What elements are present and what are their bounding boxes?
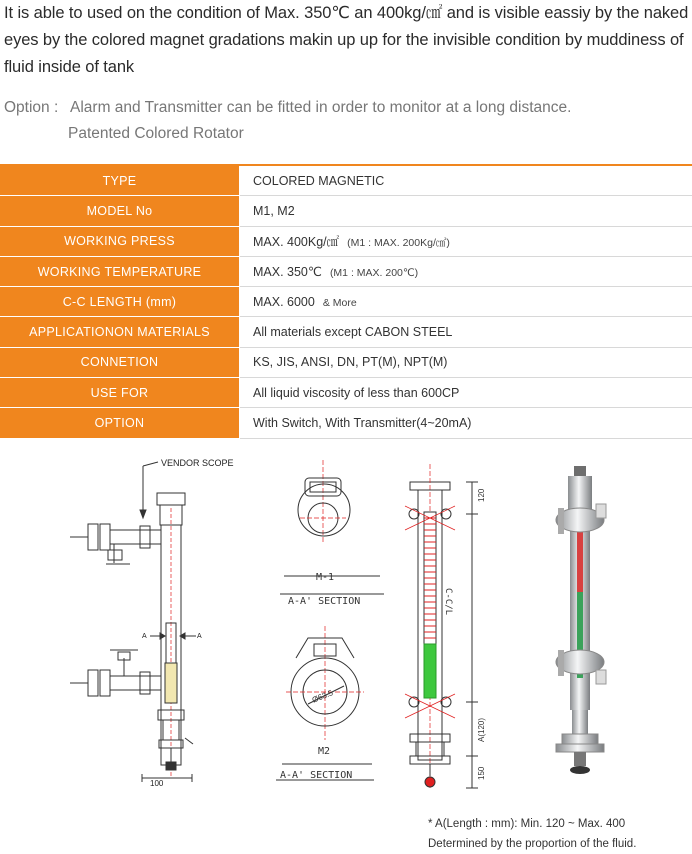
spec-key: WORKING PRESS (0, 226, 240, 256)
spec-row (0, 378, 692, 408)
spec-value: MAX. 350℃ (253, 265, 322, 280)
spec-key: OPTION (0, 408, 240, 438)
front-view-drawing (405, 464, 478, 788)
spec-value: MAX. 6000 (253, 294, 315, 309)
gauge-photo (556, 466, 606, 774)
spec-key: WORKING TEMPERATURE (0, 256, 240, 286)
spec-value: M1, M2 (253, 203, 295, 218)
spec-value: All materials except CABON STEEL (253, 325, 453, 340)
m1-label: M-1 (316, 572, 335, 583)
spec-note: (M1 : MAX. 200Kg/㎠) (347, 237, 450, 250)
technical-drawings (0, 448, 692, 854)
spec-row (0, 256, 692, 286)
diameter-label: Ø63.5 (310, 688, 335, 705)
spec-value-cell (240, 196, 692, 226)
spec-value: All liquid viscosity of less than 600CP (253, 385, 460, 400)
spec-key: TYPE (0, 165, 240, 196)
dim-120-label: 120 (477, 488, 486, 502)
spec-key: APPLICATIONON MATERIALS (0, 317, 240, 347)
spec-value-cell (240, 165, 692, 196)
spec-value-cell (240, 256, 692, 286)
spec-key: USE FOR (0, 378, 240, 408)
option-line-1: Alarm and Transmitter can be fitted in order to monitor at a long distance. (70, 99, 572, 116)
m2-section-label: A-A' SECTION (280, 770, 353, 781)
spec-row (0, 226, 692, 256)
length-note-line-2: Determined by the proportion of the fluid. (428, 838, 637, 850)
spec-value-cell (240, 378, 692, 408)
spec-value-cell (240, 317, 692, 347)
dim-cc-label: C-C/L (443, 588, 453, 616)
spec-row (0, 408, 692, 438)
spec-row (0, 165, 692, 196)
spec-value: With Switch, With Transmitter(4~20mA) (253, 416, 472, 431)
spec-row (0, 317, 692, 347)
spec-value-cell (240, 287, 692, 317)
spec-row (0, 347, 692, 377)
spec-value: MAX. 400Kg/㎠ (253, 235, 340, 250)
spec-value: KS, JIS, ANSI, DN, PT(M), NPT(M) (253, 355, 448, 370)
option-label: Option : (4, 99, 59, 116)
section-mark-a-left: A (142, 633, 147, 640)
spec-row (0, 287, 692, 317)
spec-key: C-C LENGTH (mm) (0, 287, 240, 317)
spec-key: MODEL No (0, 196, 240, 226)
section-mark-a-right: A (197, 633, 202, 640)
spec-value: COLORED MAGNETIC (253, 173, 385, 188)
spec-value-cell (240, 408, 692, 438)
length-note (428, 814, 690, 854)
spec-note: & More (322, 296, 357, 309)
dim-100-label: 100 (150, 779, 164, 788)
option-line-2: Patented Colored Rotator (68, 125, 244, 142)
vendor-scope-label: VENDOR SCOPE (161, 458, 234, 468)
intro-paragraph: It is able to used on the condition of Max. 350℃ an 400kg/㎠ and is visible eassiy by the naked eyes by the colored magnet gradations makin up up for the invisible condition by muddiness of fluid inside of tank (4, 4, 689, 76)
elevation-drawing (70, 462, 196, 782)
m1-section-label: A-A' SECTION (288, 596, 361, 607)
spec-value-cell (240, 347, 692, 377)
spec-note: (M1 : MAX. 200℃) (329, 267, 419, 280)
spec-value-cell (240, 226, 692, 256)
dim-a120-label: A(120) (477, 717, 486, 742)
spec-table (0, 164, 692, 439)
dim-150-label: 150 (477, 766, 486, 780)
m2-label: M2 (318, 746, 331, 757)
option-block (4, 95, 692, 147)
length-note-line-1: * A(Length : mm): Min. 120 ~ Max. 400 (428, 818, 626, 830)
spec-row (0, 196, 692, 226)
spec-key: CONNETION (0, 347, 240, 377)
